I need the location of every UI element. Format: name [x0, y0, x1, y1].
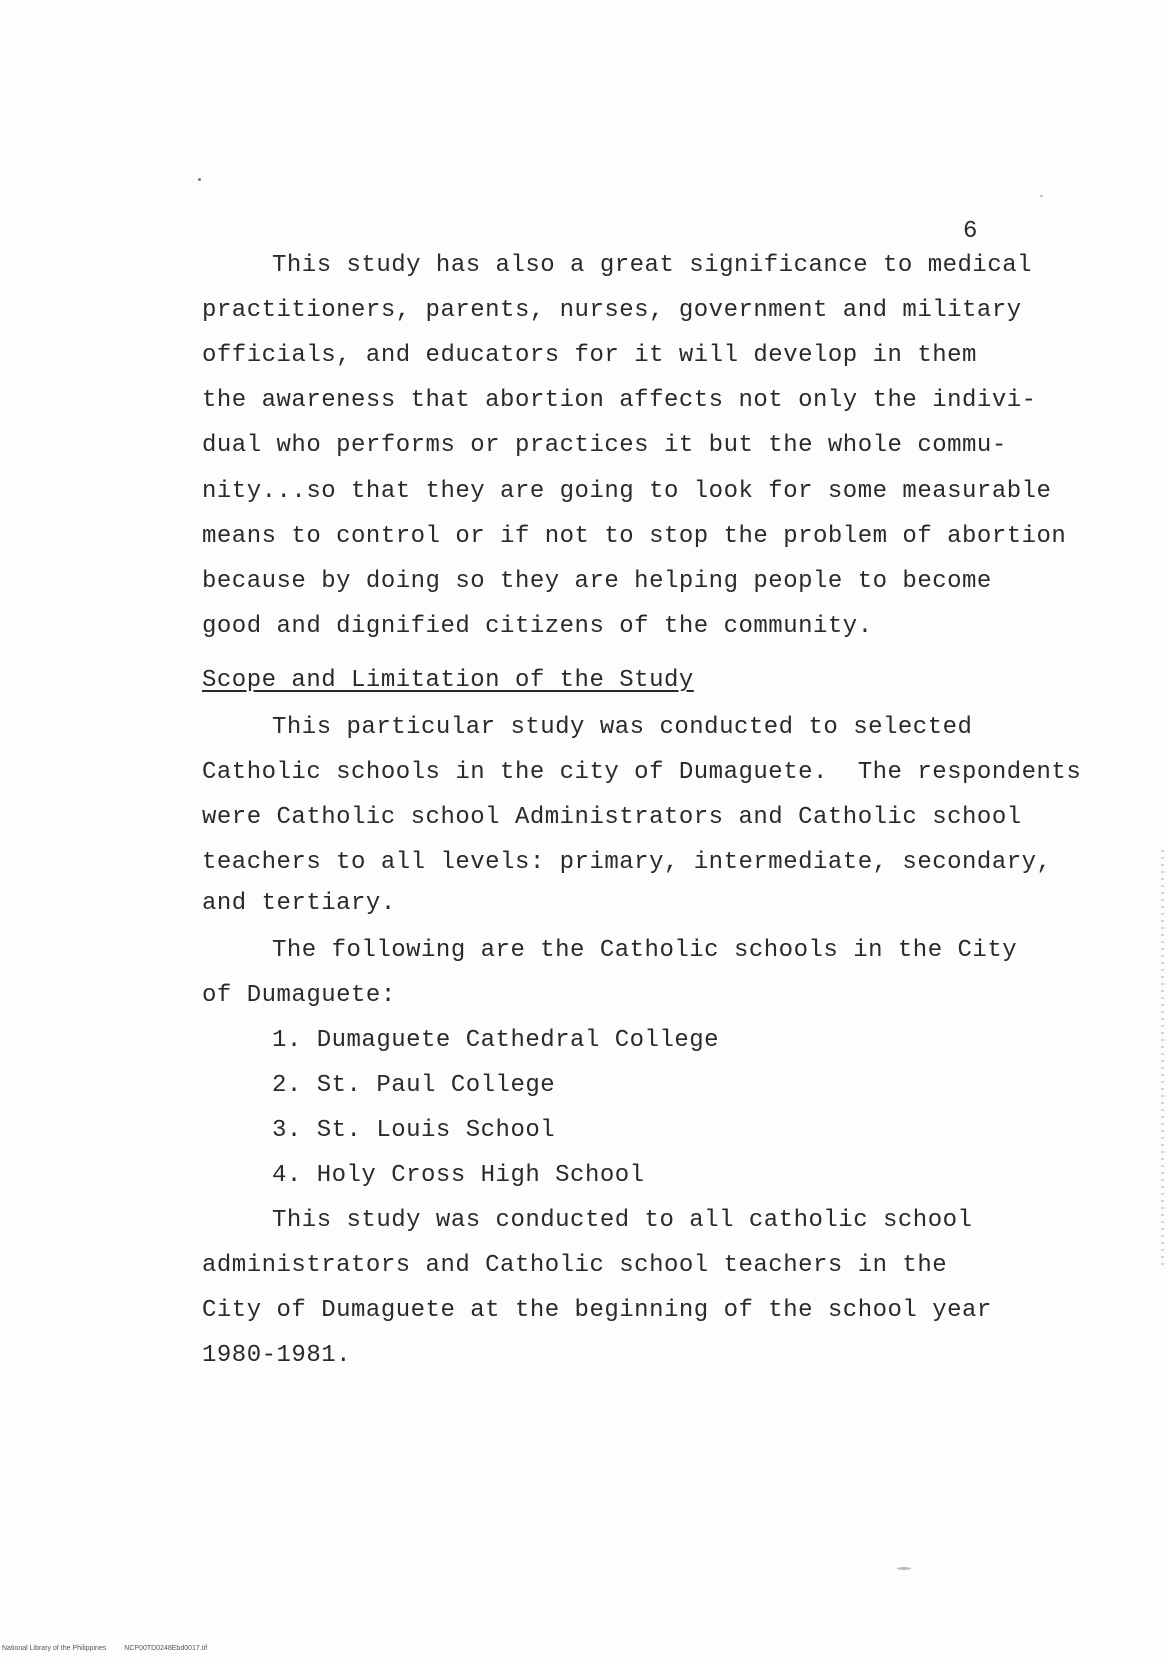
scan-speck — [897, 1567, 911, 1570]
paragraph-1-line: officials, and educators for it will develop in them — [202, 342, 977, 369]
archive-file-id: NCP00TD0248Ebd0017.tif — [124, 1645, 208, 1652]
paragraph-2-line: and tertiary. — [202, 890, 396, 917]
paragraph-2-line: teachers to all levels: primary, intermediate, secondary, — [202, 849, 1052, 876]
school-list-item: 1. Dumaguete Cathedral College — [272, 1027, 720, 1054]
school-list-item: 3. St. Louis School — [272, 1117, 556, 1144]
paragraph-1-line: practitioners, parents, nurses, government and military — [202, 297, 1022, 324]
scan-speck — [198, 178, 201, 181]
scan-speck — [1040, 195, 1043, 197]
paragraph-1-line: dual who performs or practices it but the whole commu- — [202, 432, 1007, 459]
paragraph-1-line: because by doing so they are helping people to become — [202, 568, 992, 595]
scan-edge-marks — [1161, 850, 1164, 1270]
paragraph-2-line: Catholic schools in the city of Dumaguete. The respondents — [202, 759, 1082, 786]
paragraph-1-line: nity...so that they are going to look for some measurable — [202, 478, 1052, 505]
paragraph-4-line: 1980-1981. — [202, 1342, 352, 1369]
paragraph-1-line: good and dignified citizens of the community. — [202, 613, 873, 640]
archive-footer — [2, 1645, 225, 1652]
paragraph-4-line: City of Dumaguete at the beginning of the school year — [202, 1297, 992, 1324]
school-list-item: 4. Holy Cross High School — [272, 1162, 645, 1189]
paragraph-3-line: of Dumaguete: — [202, 982, 396, 1009]
school-list-item: 2. St. Paul College — [272, 1072, 556, 1099]
paragraph-3-line: The following are the Catholic schools in the City — [272, 937, 1018, 964]
scan-margin-marks — [95, 260, 97, 700]
paragraph-1-line: the awareness that abortion affects not only the indivi- — [202, 387, 1037, 414]
page-number: 6 — [963, 218, 978, 245]
paragraph-2-line: This particular study was conducted to selected — [272, 714, 973, 741]
paragraph-4-line: administrators and Catholic school teachers in the — [202, 1252, 948, 1279]
archive-library-label: National Library of the Philippines — [2, 1645, 107, 1652]
section-heading: Scope and Limitation of the Study — [202, 667, 694, 694]
paragraph-4-line: This study was conducted to all catholic school — [272, 1207, 973, 1234]
paragraph-1-line: This study has also a great significance to medical — [272, 252, 1033, 279]
paragraph-1-line: means to control or if not to stop the problem of abortion — [202, 523, 1067, 550]
paragraph-2-line: were Catholic school Administrators and Catholic school — [202, 804, 1022, 831]
